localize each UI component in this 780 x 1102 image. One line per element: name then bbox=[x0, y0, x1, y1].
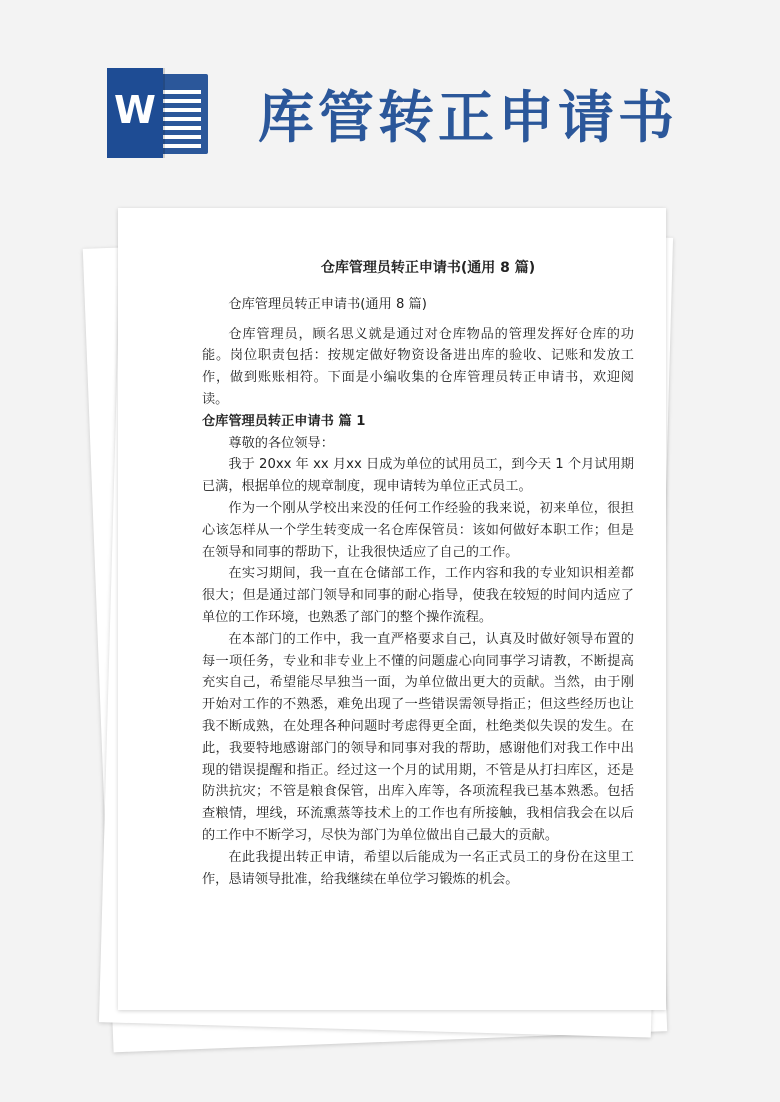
salutation: 尊敬的各位领导： bbox=[228, 435, 334, 451]
section-title: 仓库管理员转正申请书 篇 1 bbox=[202, 413, 366, 429]
word-icon-letter: W bbox=[114, 88, 156, 132]
intro-paragraph: 仓库管理员，顾名思义就是通过对仓库物品的管理发挥好仓库的功能。岗位职责包括：按规定做好物资设备进出库的验收、记账和发放工作，做到账账相符。下面是小编收集的仓库管理员转正申请书，欢迎阅读。 bbox=[202, 326, 634, 407]
document-content bbox=[202, 258, 634, 890]
body-paragraph: 我于 20xx 年 xx 月xx 日成为单位的试用员工，到今天 1 个月试用期已满，根据单位的规章制度，现申请转为单位正式员工。 bbox=[202, 457, 634, 495]
word-document-icon bbox=[107, 68, 210, 158]
word-icon-front bbox=[107, 68, 163, 158]
body-paragraph: 在实习期间，我一直在仓储部工作，工作内容和我的专业知识相差都很大；但是通过部门领导和同事的耐心指导，使我在较短的时间内适应了单位的工作环境，也熟悉了部门的整个操作流程。 bbox=[202, 566, 634, 625]
header-banner bbox=[0, 0, 780, 200]
body-paragraph: 作为一个刚从学校出来没的任何工作经验的我来说，初来单位，很担心该怎样从一个学生转变成一名仓库保管员：该如何做好本职工作；但是在领导和同事的帮助下，让我很快适应了自己的工作。 bbox=[202, 500, 634, 560]
body-paragraph: 在本部门的工作中，我一直严格要求自己，认真及时做好领导布置的每一项任务，专业和非专业上不懂的问题虚心向同事学习请教，不断提高充实自己，希望能尽早独当一面，为单位做出更大的贡献。当然，由于刚开始对工作的不熟悉，难免出现了一些错误需领导指正；但这些经历也让我不断成熟，在处理各种问题时考虑得更全面，杜绝类似失误的发生。在此，我要特地感谢部门的领导和同事对我的帮助，感谢他们对我工作中出现的错误提醒和指正。经过这一个月的试用期，不管是从打扫库区，还是防洪抗灾；不管是粮食保管，出库入库等，各项流程我已基本熟悉。包括查粮情，埋线，环流熏蒸等技术上的工作也有所接触，我相信我会在以后的工作中不断学习，尽快为部门为单位做出自己最大的贡献。 bbox=[202, 631, 634, 843]
document-subtitle: 仓库管理员转正申请书(通用 8 篇) bbox=[228, 296, 427, 312]
page-title: 库管转正申请书 bbox=[258, 86, 678, 151]
body-paragraph: 在此我提出转正申请，希望以后能成为一名正式员工的身份在这里工作，恳请领导批准，给我继续在单位学习锻炼的机会。 bbox=[202, 849, 634, 887]
document-heading: 仓库管理员转正申请书(通用 8 篇) bbox=[320, 260, 536, 276]
word-icon-lines bbox=[163, 90, 201, 153]
